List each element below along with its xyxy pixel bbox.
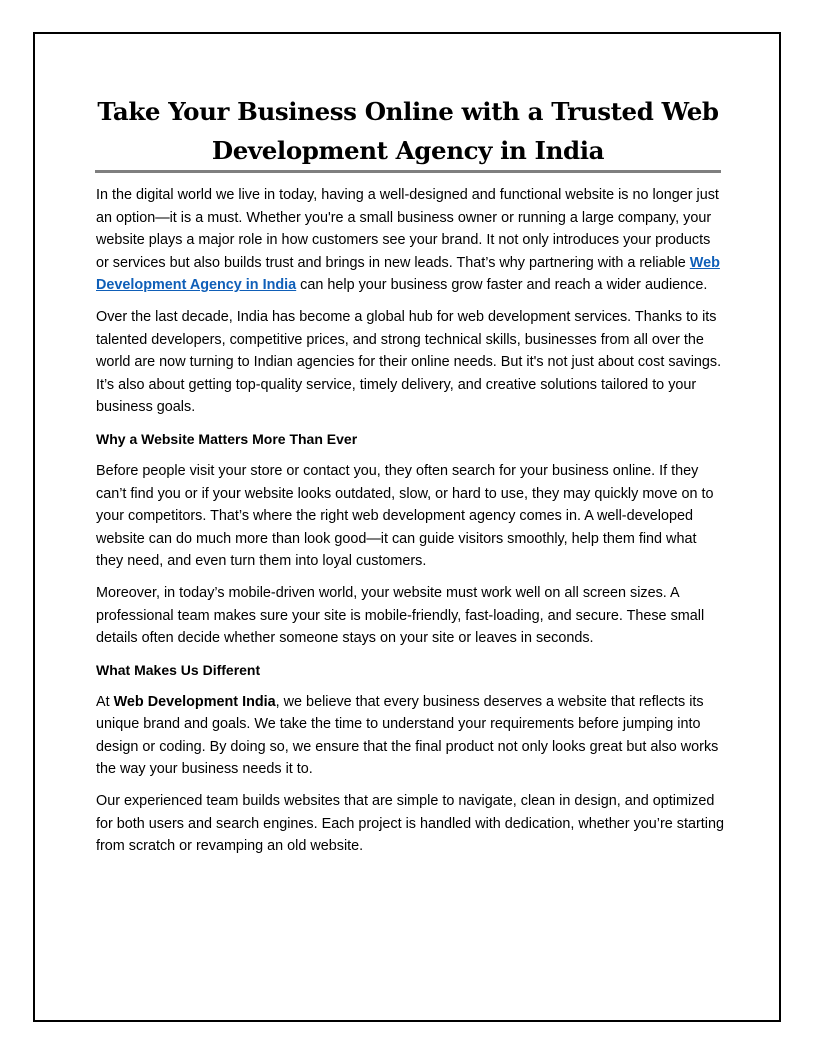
intro-text-after-link: can help your business grow faster and reach a wider audience. [296, 277, 708, 294]
intro-text-before-link: In the digital world we live in today, having a well-designed and functional website is no longer just an option—it is a must. Whether you're a small business owner or running a large company, your website plays a major role in how customers see your brand. It not only introduces your products or services but also builds trust and brings in new leads. That’s why partnering with a reliable [96, 187, 719, 271]
title-divider [95, 170, 721, 173]
web-development-agency-link[interactable]: Web Development Agency in India [96, 254, 720, 294]
paragraph-mobile-driven: Moreover, in today’s mobile-driven world, your website must work well on all screen sizes. A professional team makes sure your site is mobile-friendly, fast-loading, and secure. These small details often decide whether someone stays on your site or leaves in seconds. [96, 584, 705, 647]
page-title: Take Your Business Online with a Trusted Web Development Agency in India [97, 97, 719, 165]
document-body [96, 184, 724, 867]
company-name: Web Development India [113, 693, 276, 710]
paragraph-india-hub: Over the last decade, India has become a global hub for web development services. Thanks to its talented developers, competitive prices, and strong technical skills, businesses from all over the world are now turning to Indian agencies for their online needs. But it's not just about cost savings. It’s also about getting top-quality service, timely delivery, and creative solutions tailored to your business goals. [96, 308, 722, 416]
paragraph-experienced-team: Our experienced team builds websites that are simple to navigate, clean in design, and optimized for both users and search engines. Each project is handled with dedication, whether you’re starting from scratch or revamping an old website. [96, 793, 724, 855]
section-heading-why-website: Why a Website Matters More Than Ever [96, 430, 358, 447]
paragraph-web-development-india [96, 691, 724, 781]
paragraph-prefix: At [96, 693, 114, 710]
section-heading-what-makes-us-different: What Makes Us Different [96, 661, 261, 678]
paragraph-rest: , we believe that every business deserves a website that reflects its unique brand and goals. We take the time to understand your requirements before jumping into design or coding. By doing so, we ensure that the final product not only looks great but also works the way your business needs it to. [96, 693, 719, 778]
paragraph-online-search: Before people visit your store or contact you, they often search for your business online. If they can’t find you or if your website looks outdated, slow, or hard to use, they may quickly move on to your competitors. That’s where the right web development agency comes in. A well-developed website can do much more than look good—it can guide visitors smoothly, help them find what they need, and even turn them into loyal customers. [96, 462, 714, 570]
intro-paragraph [96, 184, 724, 297]
